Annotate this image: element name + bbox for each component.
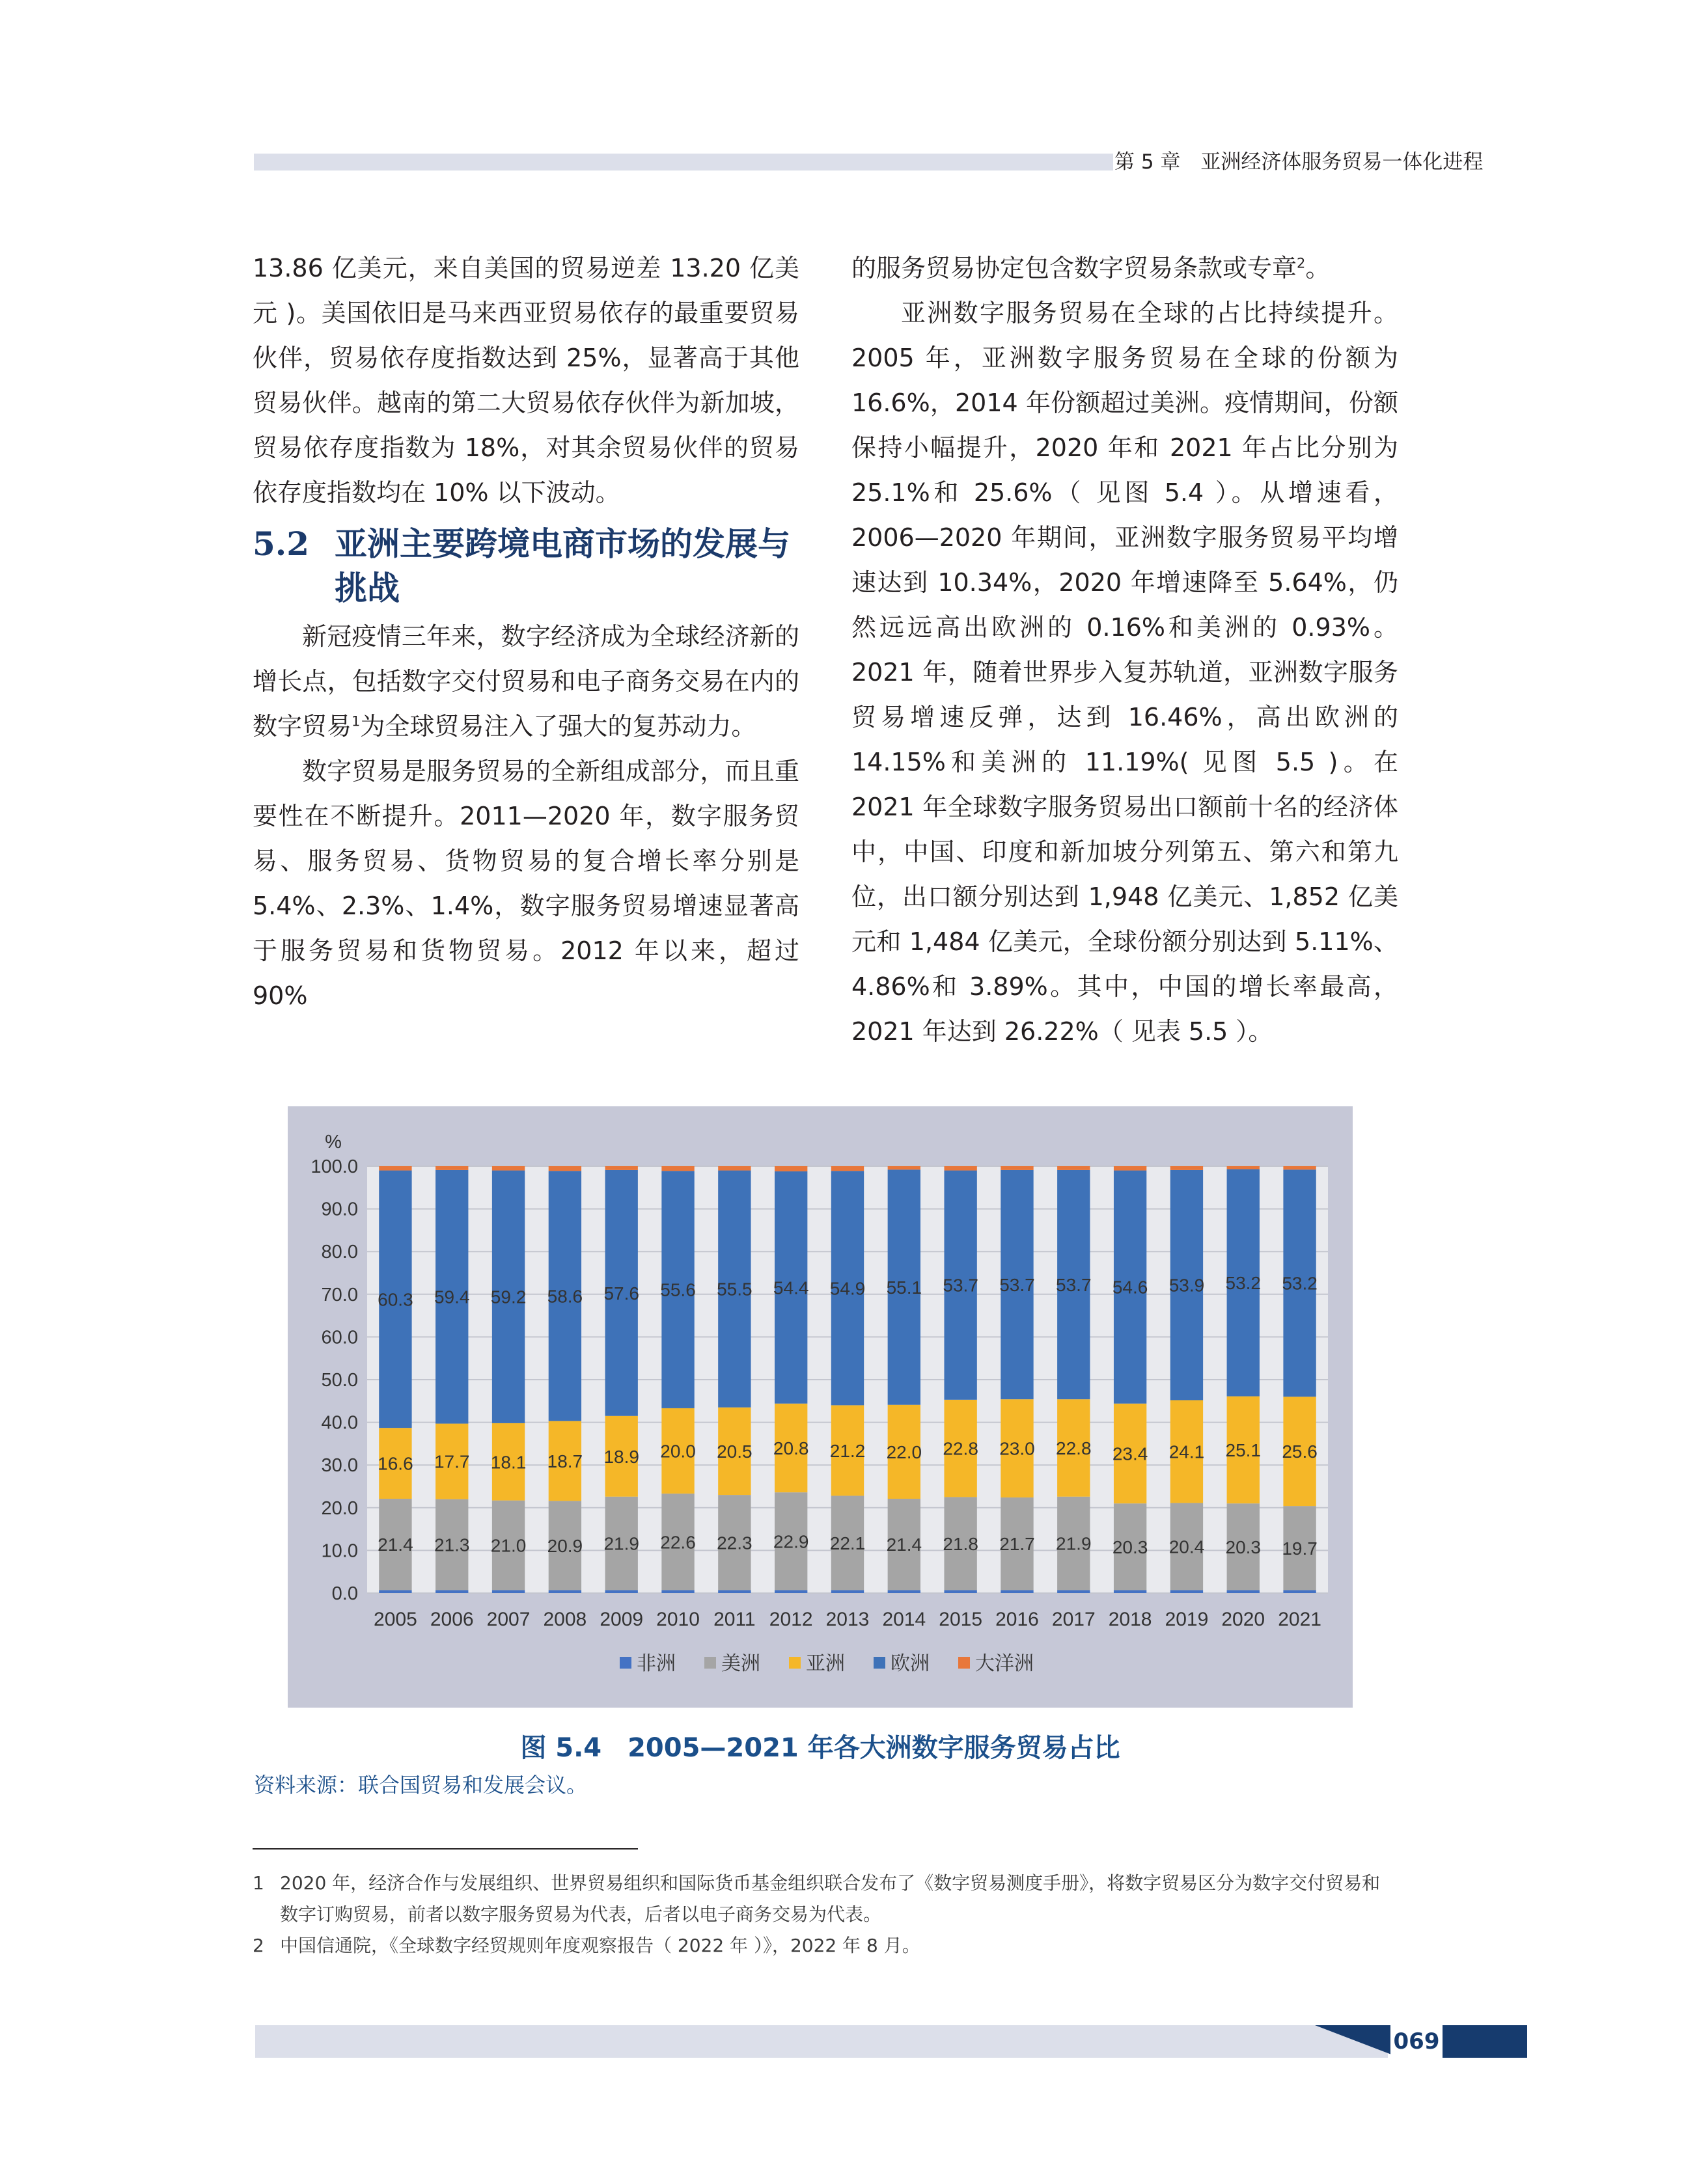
data-label: 20.4 — [1168, 1536, 1205, 1557]
data-label: 59.2 — [490, 1287, 527, 1307]
bar-segment — [661, 1590, 694, 1593]
y-tick-label: 30.0 — [321, 1455, 358, 1477]
page-number: 069 — [1390, 2025, 1443, 2058]
data-label: 60.3 — [378, 1289, 413, 1310]
data-label: 22.1 — [829, 1533, 866, 1553]
data-label: 22.6 — [660, 1532, 696, 1553]
bar-segment — [549, 1590, 581, 1593]
data-label: 21.7 — [999, 1534, 1035, 1555]
bar-segment — [379, 1590, 411, 1593]
x-tick-label: 2009 — [600, 1609, 644, 1630]
legend-label: 美洲 — [721, 1653, 760, 1674]
legend-label: 非洲 — [637, 1653, 676, 1674]
data-label: 53.9 — [1168, 1275, 1205, 1296]
bar-segment — [605, 1590, 638, 1593]
data-label: 21.4 — [378, 1535, 413, 1555]
data-label: 53.7 — [999, 1275, 1035, 1296]
bar-segment — [435, 1166, 468, 1170]
left-column — [253, 246, 799, 1018]
bar-segment — [944, 1166, 976, 1171]
paragraph-text: 为全球贸易注入了强大的复苏动力。 — [360, 712, 756, 741]
bar-segment — [888, 1590, 920, 1593]
data-label: 54.4 — [773, 1277, 809, 1298]
data-label: 21.2 — [829, 1440, 866, 1461]
footnote-number: 1 — [253, 1872, 264, 1894]
footnote — [253, 1930, 1398, 1961]
x-tick-label: 2020 — [1221, 1609, 1265, 1630]
section-title: 亚洲主要跨境电商市场的发展与挑战 — [335, 525, 790, 607]
data-label: 21.8 — [943, 1533, 978, 1554]
footnote-ref[interactable]: 1 — [352, 713, 361, 730]
data-label: 21.9 — [1056, 1533, 1092, 1554]
bar-segment — [661, 1166, 694, 1171]
data-label: 22.0 — [886, 1441, 922, 1462]
bar-segment — [1057, 1590, 1090, 1593]
legend-swatch — [789, 1657, 801, 1669]
bar-segment — [1227, 1590, 1260, 1593]
bar-segment — [1170, 1590, 1203, 1593]
data-label: 53.7 — [1056, 1275, 1092, 1296]
figure-chart — [288, 1106, 1353, 1708]
footnote-divider — [253, 1848, 638, 1850]
x-tick-label: 2010 — [656, 1609, 700, 1630]
data-label: 21.0 — [490, 1535, 527, 1556]
bar-segment — [379, 1166, 411, 1171]
data-label: 20.3 — [1112, 1536, 1148, 1557]
bar-segment — [1227, 1166, 1260, 1169]
paragraph-text: 的服务贸易协定包含数字贸易条款或专章 — [851, 254, 1297, 282]
y-tick-label: 50.0 — [321, 1370, 358, 1391]
data-label: 25.6 — [1282, 1441, 1318, 1462]
data-label: 18.1 — [490, 1452, 527, 1473]
data-label: 20.3 — [1225, 1536, 1262, 1557]
bar-segment — [831, 1590, 864, 1593]
paragraph — [851, 246, 1398, 291]
paragraph: 数字贸易是服务贸易的全新组成部分，而且重要性在不断提升。2011—2020 年，数字服务贸易、服务贸易、货物贸易的复合增长率分别是 5.4%、2.3%、1.4%，数字服务贸易增速显著高于服务贸易和货物贸易。2012 年以来，超过 90% — [253, 757, 799, 1010]
x-tick-label: 2014 — [882, 1609, 926, 1630]
y-tick-label: 60.0 — [321, 1327, 358, 1348]
footnote — [253, 1868, 1398, 1930]
figure-source: 资料来源：联合国贸易和发展会议。 — [254, 1773, 588, 1797]
legend-label: 大洋洲 — [975, 1653, 1034, 1674]
x-tick-label: 2008 — [543, 1609, 587, 1630]
bar-segment — [1170, 1166, 1203, 1170]
x-tick-label: 2019 — [1165, 1609, 1209, 1630]
right-column — [851, 246, 1398, 1054]
data-label: 21.3 — [434, 1535, 470, 1555]
x-tick-label: 2017 — [1051, 1609, 1096, 1630]
data-label: 57.6 — [603, 1283, 639, 1304]
data-label: 22.8 — [943, 1438, 978, 1459]
paragraph — [253, 614, 799, 749]
paragraph: 13.86 亿美元，来自美国的贸易逆差 13.20 亿美元 )。美国依旧是马来西亚贸易依存的最重要贸易伙伴，贸易依存度指数达到 25%，显著高于其他贸易伙伴。越南的第二大贸易依存伙伴为新加坡，贸易依存度指数为 18%，对其余贸易伙伴的贸易依存度指数均在 10% 以下波动。 — [253, 254, 799, 507]
y-tick-label: 80.0 — [321, 1242, 358, 1263]
data-label: 54.6 — [1112, 1277, 1148, 1298]
data-label: 54.9 — [829, 1278, 866, 1299]
y-tick-label: 10.0 — [321, 1540, 358, 1562]
footer-bar — [255, 2025, 1388, 2058]
y-tick-label: 100.0 — [311, 1156, 358, 1177]
y-tick-label: 20.0 — [321, 1497, 358, 1519]
bar-segment — [831, 1166, 864, 1171]
data-label: 55.6 — [660, 1279, 696, 1300]
bar-segment — [1001, 1166, 1033, 1170]
data-label: 23.4 — [1112, 1443, 1148, 1464]
bar-segment — [435, 1590, 468, 1593]
bar-segment — [775, 1590, 807, 1593]
legend-swatch — [620, 1657, 631, 1669]
bar-segment — [1283, 1590, 1316, 1593]
x-tick-label: 2005 — [374, 1609, 417, 1630]
data-label: 55.1 — [886, 1277, 922, 1298]
section-number: 5.2 — [253, 525, 309, 563]
paragraph-text: 新冠疫情三年来，数字经济成为全球经济新的增长点，包括数字交付贸易和电子商务交易在内的数字贸易 — [253, 622, 799, 741]
data-label: 20.0 — [660, 1441, 696, 1462]
bar-segment — [718, 1166, 751, 1171]
legend-swatch — [874, 1657, 885, 1669]
data-label: 58.6 — [547, 1286, 583, 1307]
stacked-bar-chart — [288, 1106, 1353, 1708]
data-label: 55.5 — [717, 1279, 753, 1300]
bar-segment — [1114, 1166, 1146, 1171]
data-label: 18.9 — [603, 1446, 639, 1467]
bar-segment — [492, 1590, 525, 1593]
footnote-text: 中国信通院，《全球数字经贸规则年度观察报告（ 2022 年 ）》，2022 年 8 月。 — [280, 1935, 920, 1956]
data-label: 22.9 — [773, 1531, 809, 1552]
data-label: 53.2 — [1282, 1273, 1318, 1294]
x-tick-label: 2007 — [486, 1609, 531, 1630]
bar-segment — [1114, 1590, 1146, 1593]
footnotes — [253, 1868, 1398, 1961]
data-label: 21.4 — [886, 1535, 922, 1555]
data-label: 20.8 — [773, 1438, 809, 1458]
data-label: 18.7 — [547, 1451, 583, 1471]
paragraph-text: 。 — [1305, 254, 1331, 282]
data-label: 53.7 — [943, 1275, 978, 1296]
bar-segment — [775, 1166, 807, 1171]
legend-label: 欧洲 — [891, 1653, 930, 1674]
data-label: 23.0 — [999, 1438, 1035, 1459]
legend-swatch — [704, 1657, 716, 1669]
data-label: 59.4 — [434, 1287, 470, 1307]
bar-segment — [1057, 1166, 1090, 1170]
bar-segment — [718, 1590, 751, 1593]
y-tick-label: 0.0 — [331, 1583, 358, 1604]
bar-segment — [1001, 1590, 1033, 1593]
y-tick-label: 40.0 — [321, 1412, 358, 1434]
data-label: 53.2 — [1225, 1273, 1262, 1294]
x-tick-label: 2012 — [769, 1609, 813, 1630]
data-label: 20.9 — [547, 1535, 583, 1556]
legend-swatch — [958, 1657, 970, 1669]
bar-segment — [549, 1166, 581, 1171]
figure-caption: 图 5.4 2005—2021 年各大洲数字服务贸易占比 — [520, 1733, 1120, 1763]
x-tick-label: 2011 — [713, 1609, 756, 1630]
footnote-text: 2020 年，经济合作与发展组织、世界贸易组织和国际货币基金组织联合发布了《数字贸易测度手册》，将数字贸易区分为数字交付贸易和数字订购贸易，前者以数字服务贸易为代表，后者以电子商务交易为代表。 — [280, 1872, 1381, 1925]
paragraph: 亚洲数字服务贸易在全球的占比持续提升。2005 年，亚洲数字服务贸易在全球的份额为 16.6%，2014 年份额超过美洲。疫情期间，份额保持小幅提升，2020 年和 2021 年占比分别为 25.1%和 25.6%（ 见图 5.4 ）。从增速看，2006—2020 年期间，亚洲数字服务贸易平均增速达到 10.34%，2020 年增速降至 5.64%，仍然远远高出欧洲的 0.16%和美洲的 0.93%。2021 年，随着世界步入复苏轨道，亚洲数字服务贸易增速反弹，达到 16.46%，高出欧洲的 14.15%和美洲的 11.19%( 见图 5.5 )。在 2021 年全球数字服务贸易出口额前十名的经济体中，中国、印度和新加坡分列第五、第六和第九位，出口额分别达到 1,948 亿美元、1,852 亿美元和 1,484 亿美元，全球份额分别达到 5.11%、4.86%和 3.89%。其中，中国的增长率最高，2021 年达到 26.22%（ 见表 5.5 ）。 — [851, 299, 1398, 1046]
x-tick-label: 2016 — [995, 1609, 1039, 1630]
data-label: 22.3 — [717, 1533, 753, 1553]
footnote-ref[interactable]: 2 — [1297, 255, 1306, 271]
bar-segment — [1283, 1166, 1316, 1169]
data-label: 19.7 — [1282, 1538, 1318, 1559]
data-label: 25.1 — [1225, 1440, 1262, 1460]
x-tick-label: 2015 — [939, 1609, 983, 1630]
footnote-number: 2 — [253, 1935, 264, 1956]
header-bar — [254, 154, 1113, 171]
data-label: 21.9 — [603, 1533, 639, 1554]
data-label: 22.8 — [1056, 1438, 1092, 1458]
legend-label: 亚洲 — [806, 1653, 845, 1674]
y-tick-label: 90.0 — [321, 1199, 358, 1220]
data-label: 24.1 — [1168, 1441, 1205, 1462]
bar-segment — [888, 1166, 920, 1169]
bar-segment — [605, 1166, 638, 1170]
section-heading — [253, 522, 799, 610]
bar-segment — [492, 1166, 525, 1171]
data-label: 16.6 — [378, 1453, 413, 1474]
x-tick-label: 2006 — [430, 1609, 474, 1630]
bar-segment — [944, 1590, 976, 1593]
x-tick-label: 2018 — [1108, 1609, 1152, 1630]
chapter-header: 第 5 章 亚洲经济体服务贸易一体化进程 — [1114, 150, 1484, 174]
data-label: 17.7 — [434, 1451, 470, 1472]
y-tick-label: 70.0 — [321, 1284, 358, 1305]
y-axis-label: % — [325, 1132, 342, 1153]
data-label: 20.5 — [717, 1441, 753, 1462]
x-tick-label: 2013 — [825, 1609, 870, 1630]
x-tick-label: 2021 — [1278, 1609, 1321, 1630]
